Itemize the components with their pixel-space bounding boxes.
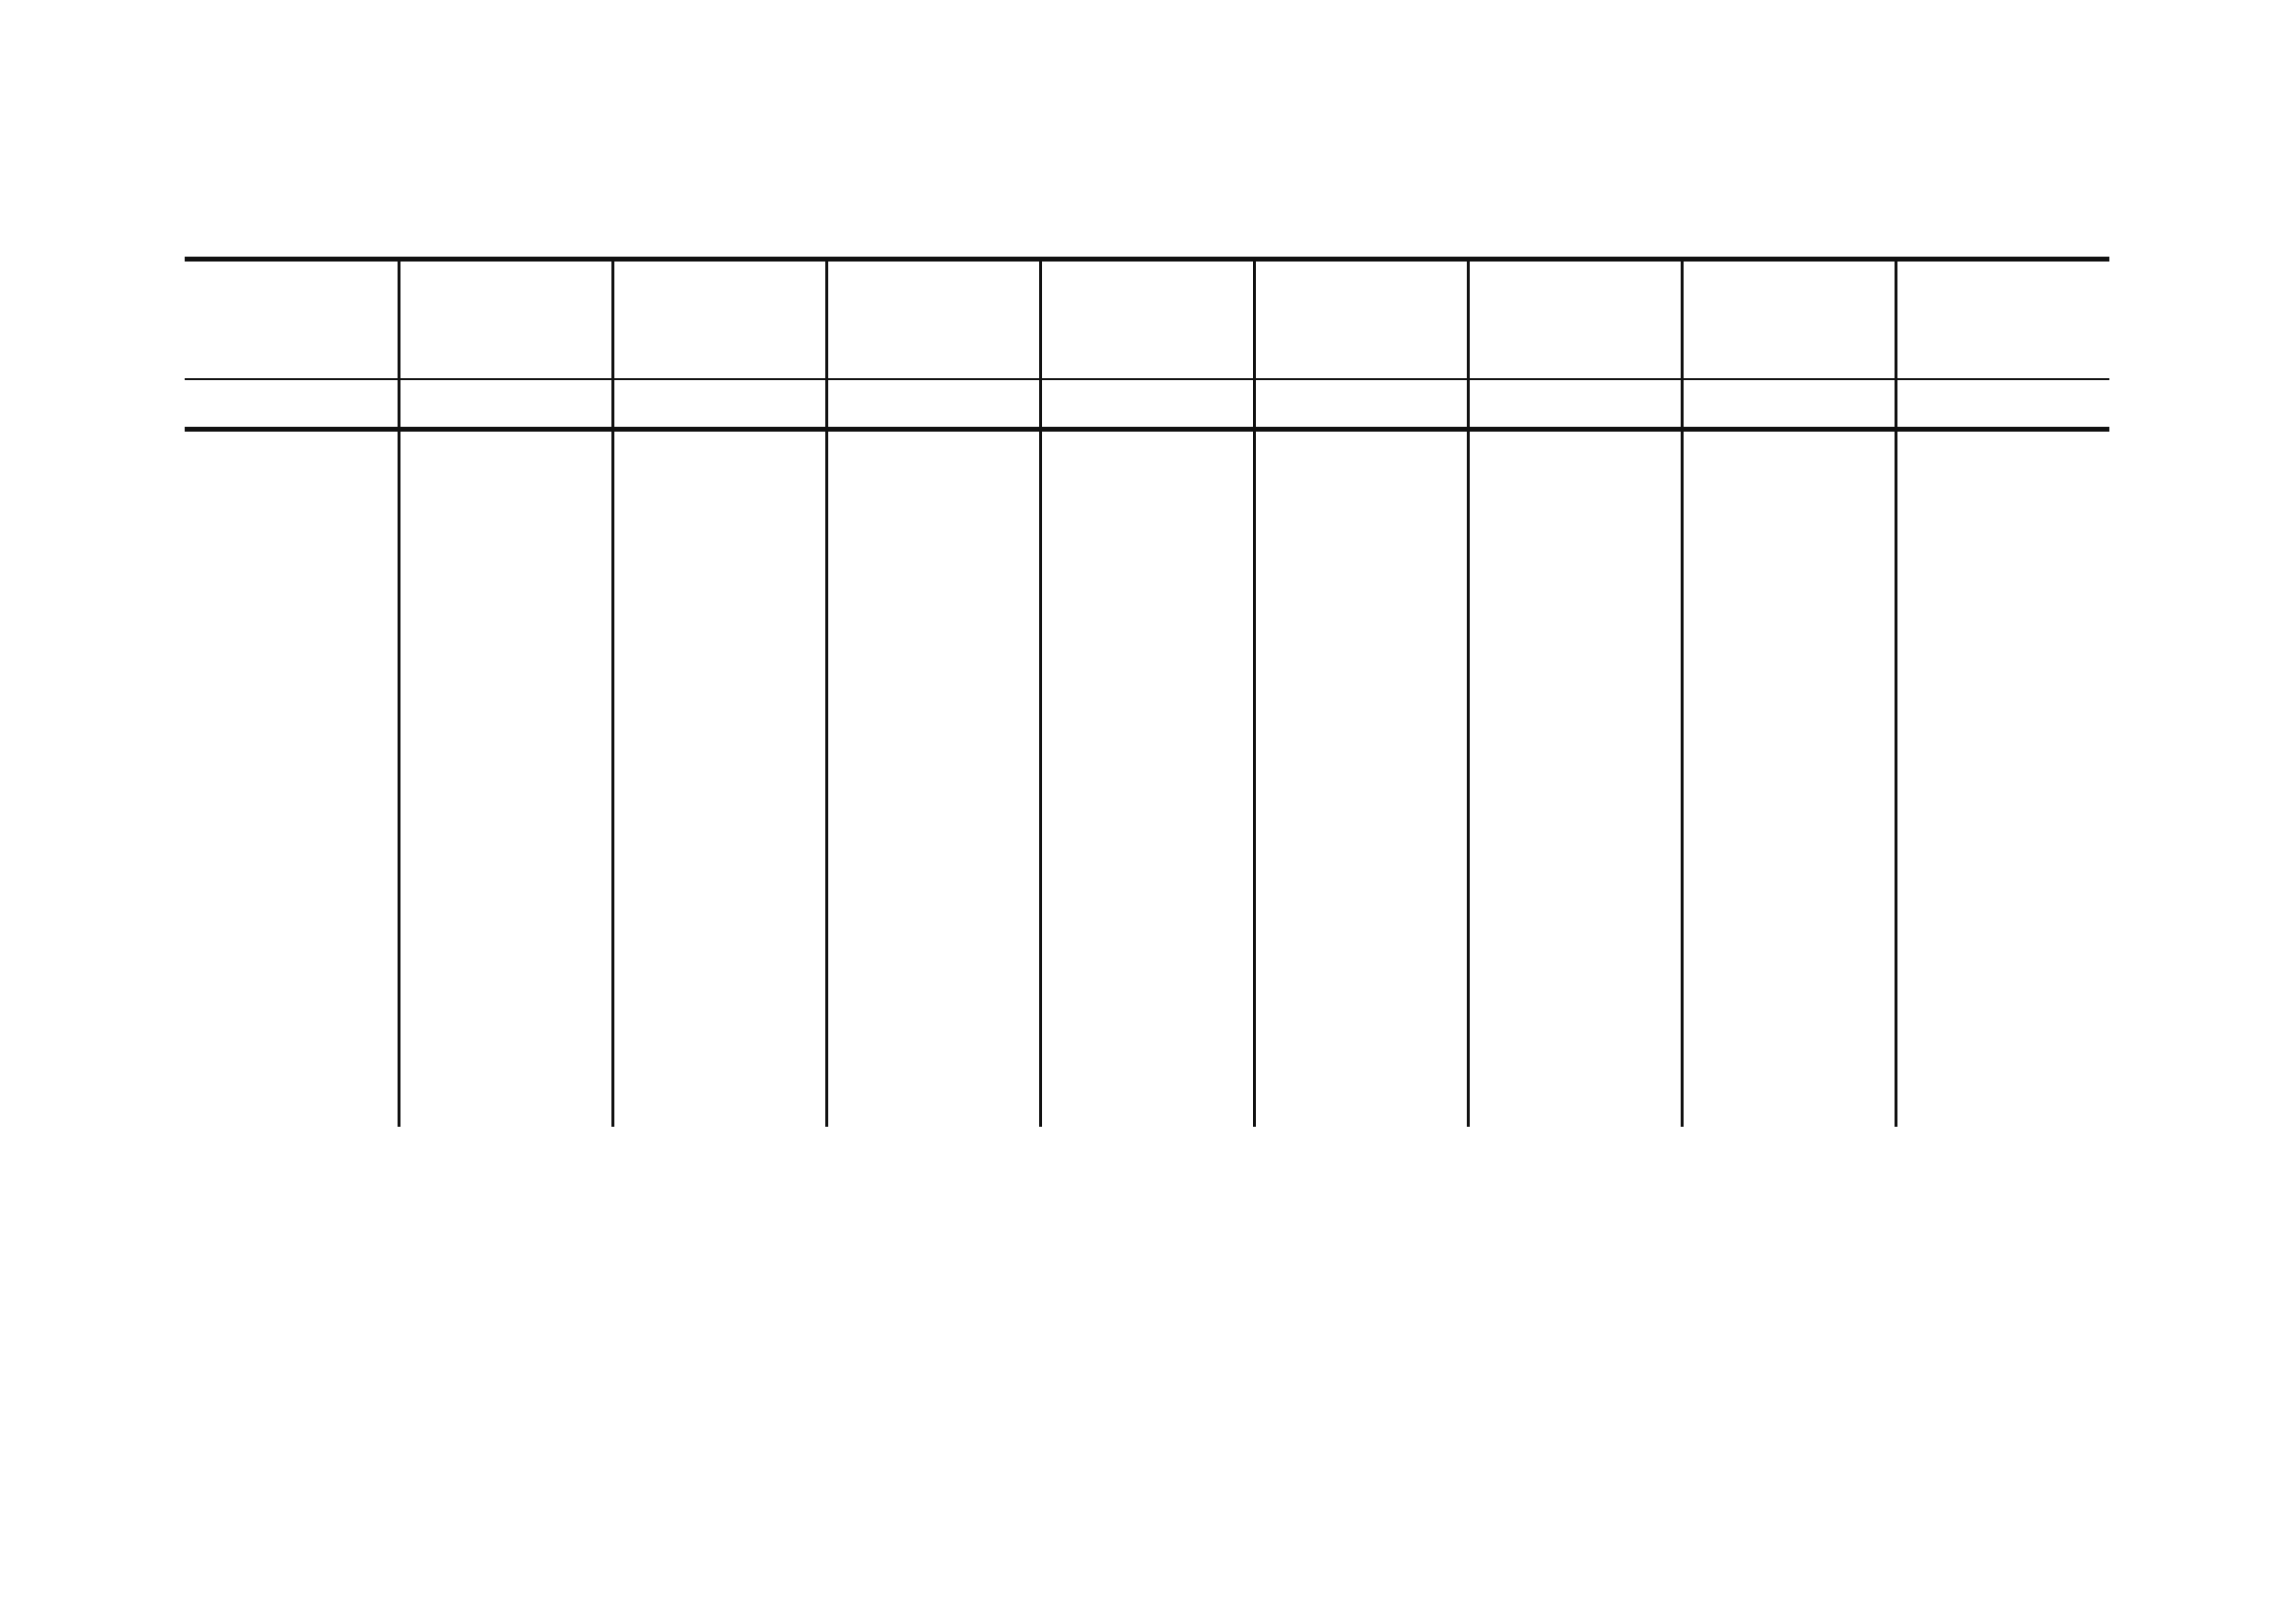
table-cell xyxy=(1254,567,1468,653)
column-number-row xyxy=(185,379,2109,430)
table-cell xyxy=(1682,999,1896,1086)
table-cell xyxy=(1682,740,1896,826)
table-cell xyxy=(1896,740,2109,826)
table-cell xyxy=(185,480,399,567)
table-cell xyxy=(185,653,399,740)
table-cell xyxy=(1468,826,1682,913)
table-cell xyxy=(185,740,399,826)
table-cell xyxy=(1468,913,1682,999)
table-cell xyxy=(185,913,399,999)
table-cell xyxy=(1254,913,1468,999)
table-cell xyxy=(1254,826,1468,913)
table-cell xyxy=(1468,567,1682,653)
table-cell xyxy=(185,999,399,1086)
table-header-row xyxy=(185,260,2109,380)
table-header-cell xyxy=(399,260,612,380)
table-cell xyxy=(185,567,399,653)
column-number xyxy=(1040,379,1254,430)
table-cell xyxy=(826,999,1040,1086)
table-cell xyxy=(399,826,612,913)
table-row xyxy=(185,999,2109,1086)
table-row xyxy=(185,740,2109,826)
table-cell xyxy=(1040,913,1254,999)
table-cell xyxy=(1040,653,1254,740)
table-cell xyxy=(826,480,1040,567)
table-cell xyxy=(399,567,612,653)
table-cell xyxy=(399,653,612,740)
table-cell xyxy=(1254,999,1468,1086)
table-row xyxy=(185,826,2109,913)
table-header-cell xyxy=(1682,260,1896,380)
column-number xyxy=(399,379,612,430)
table-header-cell xyxy=(1896,260,2109,380)
table-cell xyxy=(1040,480,1254,567)
table-cell xyxy=(612,740,826,826)
table-cell xyxy=(1468,653,1682,740)
table-cell xyxy=(1040,999,1254,1086)
table-cell xyxy=(1682,653,1896,740)
table-row xyxy=(185,653,2109,740)
data-table xyxy=(185,257,2109,1127)
table-header-cell xyxy=(1468,260,1682,380)
table-cell xyxy=(1896,913,2109,999)
table-cell xyxy=(1682,826,1896,913)
table-cell xyxy=(612,653,826,740)
table-header-cell xyxy=(185,260,399,380)
column-number xyxy=(1896,379,2109,430)
table-cell xyxy=(1040,826,1254,913)
table-cell xyxy=(612,826,826,913)
column-number xyxy=(185,379,399,430)
table-cell xyxy=(1682,480,1896,567)
table-cell xyxy=(1896,826,2109,913)
table-header-cell xyxy=(612,260,826,380)
table-cell xyxy=(1896,480,2109,567)
column-number xyxy=(826,379,1040,430)
column-number xyxy=(1682,379,1896,430)
table-cell xyxy=(826,826,1040,913)
table-cell xyxy=(1682,567,1896,653)
spacer-row xyxy=(185,1086,2109,1127)
table-cell xyxy=(1682,913,1896,999)
table-header-cell xyxy=(1254,260,1468,380)
table-cell xyxy=(1254,653,1468,740)
table-cell xyxy=(185,826,399,913)
table-cell xyxy=(1468,999,1682,1086)
table-cell xyxy=(826,653,1040,740)
table-cell xyxy=(826,913,1040,999)
table-cell xyxy=(826,740,1040,826)
table-cell xyxy=(1254,480,1468,567)
table-cell xyxy=(1896,653,2109,740)
data-table-container xyxy=(185,257,2109,1127)
table-cell xyxy=(612,999,826,1086)
table-cell xyxy=(1896,999,2109,1086)
table-cell xyxy=(1468,480,1682,567)
table-cell xyxy=(826,567,1040,653)
table-cell xyxy=(399,480,612,567)
table-cell xyxy=(612,913,826,999)
table-cell xyxy=(1896,567,2109,653)
table-cell xyxy=(399,913,612,999)
table-row xyxy=(185,567,2109,653)
table-cell xyxy=(1040,740,1254,826)
table-cell xyxy=(399,740,612,826)
column-number xyxy=(1468,379,1682,430)
column-number xyxy=(612,379,826,430)
table-cell xyxy=(612,567,826,653)
table-header-cell xyxy=(826,260,1040,380)
table-row xyxy=(185,480,2109,567)
table-row xyxy=(185,913,2109,999)
table-cell xyxy=(612,480,826,567)
column-number xyxy=(1254,379,1468,430)
table-cell xyxy=(399,999,612,1086)
spacer-row xyxy=(185,430,2109,481)
table-header-cell xyxy=(1040,260,1254,380)
table-cell xyxy=(1468,740,1682,826)
table-cell xyxy=(1254,740,1468,826)
table-cell xyxy=(1040,567,1254,653)
